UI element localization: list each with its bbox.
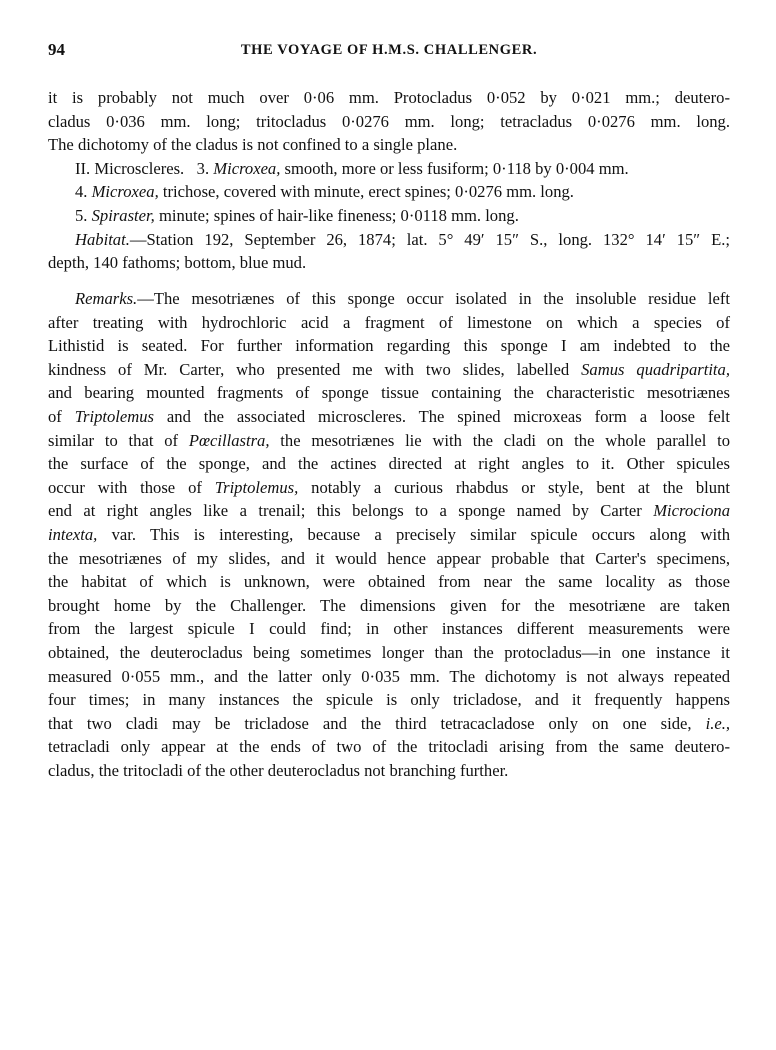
- text-line: kindness of Mr. Carter, who presented me with two slides, labelled Samus quadripartita,: [48, 359, 730, 379]
- item-number: 5.: [75, 205, 88, 225]
- taxon-name: Microxea,: [213, 158, 281, 178]
- microscleres-item-3: [48, 157, 730, 181]
- remarks-label: Remarks.: [75, 289, 138, 308]
- item-text: trichose, covered with minute, erect spines; 0·0276 mm. long.: [162, 182, 574, 202]
- taxon-name: Microciona: [653, 501, 730, 521]
- habitat-label: Habitat.: [75, 229, 130, 249]
- taxon-name: Pœcillastra,: [188, 430, 270, 450]
- microscleres-item-4: [48, 180, 730, 204]
- text-line: the habitat of which is unknown, were obtained from near the same locality as those: [48, 572, 730, 592]
- text-line: tetracladi only appear at the ends of two of the tritocladi arising from the same deutero-: [48, 737, 730, 757]
- text-line: the mesotriænes of my slides, and it would hence appear probable that Carter's specimens,: [48, 548, 730, 568]
- running-title: THE VOYAGE OF H.M.S. CHALLENGER.: [240, 42, 538, 58]
- microscleres-heading: II. Microscleres.: [75, 158, 185, 178]
- text-line: after treating with hydrochloric acid a fragment of limestone on which a species of: [48, 312, 730, 332]
- item-number: 4.: [75, 182, 88, 202]
- text-line: The dichotomy of the cladus is not confined to a single plane.: [48, 135, 458, 155]
- text-line: intexta, var. This is interesting, because a precisely similar spicule occurs along with: [48, 524, 730, 544]
- text-line: occur with those of Triptolemus, notably a curious rhabdus or style, bent at the blunt: [48, 477, 730, 497]
- text-line: four times; in many instances the spicule is only tricladose, and it frequently happens: [48, 690, 730, 710]
- text-line: end at right angles like a trenail; this belongs to a sponge named by Carter Microciona: [48, 501, 730, 521]
- text-line: similar to that of Pœcillastra, the mesotriænes lie with the cladi on the whole parallel to: [48, 430, 731, 450]
- text-line: cladus, the tritocladi of the other deuterocladus not branching further.: [48, 760, 509, 780]
- habitat-text: —Station 192, September 26, 1874; lat. 5° 49′ 15″ S., long. 132° 14′ 15″ E.;: [129, 229, 730, 249]
- text-line: Lithistid is seated. For further information regarding this sponge I am indebted to the: [48, 336, 730, 356]
- taxon-name: Microxea,: [91, 182, 159, 202]
- text-line: of Triptolemus and the associated microscleres. The spined microxeas form a loose felt: [48, 406, 730, 426]
- habitat-line: depth, 140 fathoms; bottom, blue mud.: [48, 253, 307, 273]
- habitat-line: [48, 228, 730, 252]
- text-line: and bearing mounted fragments of sponge tissue containing the characteristic mesotriænes: [48, 383, 730, 403]
- specimen-description: [48, 86, 730, 275]
- text-line: Remarks.—The mesotriænes of this sponge occur isolated in the insoluble residue left: [75, 289, 730, 308]
- item-number: 3.: [196, 158, 210, 178]
- item-text: minute; spines of hair-like fineness; 0·0118 mm. long.: [158, 205, 519, 225]
- text-line: the surface of the sponge, and the actines directed at right angles to it. Other spicules: [48, 454, 730, 474]
- text-line: from the largest spicule I could find; in other instances different measurements were: [48, 619, 730, 639]
- taxon-name: intexta,: [48, 524, 98, 544]
- text-line: brought home by the Challenger. The dimensions given for the mesotriæne are taken: [48, 595, 730, 615]
- text-line: it is probably not much over 0·06 mm. Protocladus 0·052 by 0·021 mm.; deutero-: [48, 88, 730, 107]
- text-line: that two cladi may be tricladose and the third tetracacladose only on one side, i.e.,: [48, 713, 730, 733]
- remarks-paragraph: [48, 287, 730, 782]
- text-line: cladus 0·036 mm. long; tritocladus 0·0276 mm. long; tetracladus 0·0276 mm. long.: [48, 111, 730, 131]
- item-text: smooth, more or less fusiform; 0·118 by 0·004 mm.: [284, 158, 629, 178]
- text-line: obtained, the deuterocladus being sometimes longer than the protocladus—in one instance it: [48, 642, 730, 662]
- taxon-name: Samus quadripartita,: [581, 359, 730, 379]
- microscleres-item-5: [48, 204, 730, 228]
- abbreviation: i.e.,: [705, 713, 730, 733]
- page-number: 94: [48, 40, 65, 59]
- taxon-name: Spiraster,: [91, 205, 155, 225]
- taxon-name: Triptolemus: [74, 406, 155, 426]
- taxon-name: Triptolemus,: [214, 477, 299, 497]
- page-header: [48, 40, 730, 64]
- text-line: measured 0·055 mm., and the latter only 0·035 mm. The dichotomy is not always repeated: [48, 666, 730, 686]
